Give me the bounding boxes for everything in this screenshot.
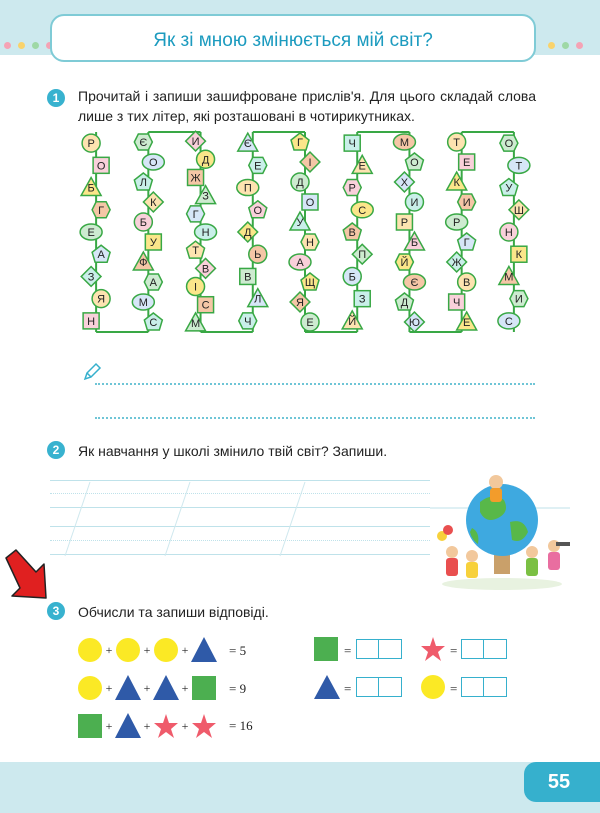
task2-instruction: Як навчання у школі змінило твій світ? Запиши. (78, 443, 388, 459)
puzzle-letter: Р (348, 182, 356, 195)
puzzle-letter: Р (452, 217, 461, 229)
triangle-shape (191, 637, 217, 662)
answer-box-circle-tens[interactable] (461, 677, 485, 697)
circle-shape (78, 676, 102, 700)
puzzle-letter: С (358, 204, 367, 217)
puzzle-letter: Л (254, 293, 262, 306)
puzzle-letter: Й (348, 315, 357, 328)
puzzle-letter: Р (400, 217, 409, 229)
puzzle-letter: Ж (190, 172, 201, 185)
puzzle-letter: А (296, 257, 304, 269)
plus-sign: + (105, 681, 113, 695)
page-title: Як зі мною змінюється мій світ? (153, 30, 433, 51)
puzzle-letter: Ч (244, 315, 252, 328)
puzzle-letter: Ж (451, 257, 462, 269)
answer-circle-shape (420, 674, 446, 700)
plus-sign: + (181, 643, 189, 657)
answer-square-shape (313, 636, 339, 662)
puzzle-letter: Е (254, 160, 262, 173)
puzzle-letter: Г (297, 137, 303, 149)
puzzle-letter: Ч (348, 138, 356, 151)
page-number: 55 (547, 771, 571, 793)
circle-shape (78, 638, 102, 662)
puzzle-letter: Ф (139, 257, 148, 269)
puzzle-letter: Є (243, 138, 252, 151)
answer-box-star-tens[interactable] (461, 639, 485, 659)
puzzle-letter: Б (348, 271, 356, 284)
puzzle-letter: Д (296, 177, 304, 189)
triangle-shape (153, 675, 179, 700)
puzzle-letter: Г (98, 204, 105, 217)
puzzle-letter: Т (515, 160, 523, 173)
answer-box-triangle-ones[interactable] (378, 677, 402, 697)
puzzle-letter: Ш (513, 204, 524, 217)
globe-kids-illustration (432, 472, 572, 597)
puzzle-letter: Т (453, 137, 461, 149)
header-dots-right (548, 36, 590, 44)
answer-triangle-shape (313, 674, 341, 700)
answer-line-1[interactable] (95, 383, 535, 385)
puzzle-letter: С (504, 315, 513, 328)
puzzle-letter: Н (306, 237, 314, 249)
puzzle-letter: Ч (452, 297, 461, 309)
puzzle-letter: У (149, 237, 157, 249)
puzzle-letter: В (244, 271, 252, 284)
plus-sign: + (105, 719, 113, 733)
puzzle-letter: М (399, 137, 410, 149)
puzzle-letter: Ь (254, 249, 262, 262)
answer-box-circle-ones[interactable] (483, 677, 507, 697)
plus-sign: + (143, 643, 151, 657)
puzzle-letter: Е (462, 157, 471, 169)
star-shape (192, 714, 216, 738)
puzzle-letter: З (358, 293, 366, 306)
puzzle-letter: К (150, 197, 157, 209)
puzzle-letter: Р (87, 138, 95, 151)
puzzle-letter: Г (192, 208, 199, 221)
puzzle-letter: Д (400, 297, 409, 309)
answer-star-shape (420, 636, 446, 662)
equation-result-2: = 9 (229, 681, 247, 696)
puzzle-letter: И (410, 197, 419, 209)
puzzle-letter: И (514, 293, 523, 306)
puzzle-letter: Х (400, 177, 409, 189)
puzzle-letter: І (308, 157, 312, 169)
plus-sign: + (143, 719, 151, 733)
puzzle-letter: Й (400, 257, 409, 269)
answer-line-2[interactable] (95, 417, 535, 419)
puzzle-letter: У (296, 217, 304, 229)
puzzle-letter: О (253, 204, 263, 217)
puzzle-letter: У (505, 182, 513, 195)
puzzle-letter: З (202, 190, 209, 203)
answer-box-triangle-tens[interactable] (356, 677, 380, 697)
puzzle-letter: Г (463, 237, 470, 249)
puzzle-letter: О (504, 138, 514, 151)
puzzle-letter: С (201, 299, 210, 312)
puzzle-letter: Н (201, 227, 210, 239)
puzzle-letter: Я (97, 293, 106, 306)
puzzle-letter: А (149, 277, 158, 289)
pencil-icon (82, 362, 102, 382)
puzzle-letter: О (149, 157, 158, 169)
triangle-shape (115, 675, 141, 700)
circle-shape (154, 638, 178, 662)
equation-result-3: = 16 (229, 718, 253, 733)
puzzle-letter: І (194, 281, 198, 294)
puzzle-letter: Е (358, 160, 366, 173)
puzzle-letter: Є (139, 137, 148, 149)
puzzle-letter: С (149, 317, 158, 329)
puzzle-letter: М (138, 297, 148, 309)
puzzle-letter: П (358, 249, 367, 262)
square-shape (78, 714, 102, 738)
puzzle-letter: Б (87, 182, 95, 195)
puzzle-letter: Е (87, 227, 95, 239)
task-number-3: 3 (47, 602, 65, 620)
puzzle-letter: Т (192, 245, 199, 258)
puzzle-letter: Ю (408, 317, 421, 329)
star-shape (154, 714, 178, 738)
puzzle-letter: П (243, 182, 252, 195)
puzzle-letter: К (515, 249, 523, 262)
puzzle-letter: Я (296, 297, 304, 309)
answer-eq-triangle: = (344, 681, 352, 696)
puzzle-letter: М (504, 271, 514, 284)
plus-sign: + (181, 681, 189, 695)
puzzle-letter: Е (306, 317, 314, 329)
task3-instruction: Обчисли та запиши відповіді. (78, 604, 269, 620)
puzzle-letter: Н (504, 227, 513, 239)
puzzle-letter: Е (462, 317, 471, 329)
answer-eq-circle: = (450, 681, 458, 696)
answer-eq-square: = (344, 643, 352, 658)
puzzle-letter: О (305, 197, 315, 209)
puzzle-letter: Л (139, 177, 147, 189)
plus-sign: + (105, 643, 113, 657)
plus-sign: + (181, 719, 189, 733)
puzzle-letter: В (348, 227, 356, 239)
answer-eq-star: = (450, 643, 458, 658)
puzzle-letter: Є (410, 277, 419, 289)
puzzle-letter: М (190, 317, 201, 330)
task1-instruction: Прочитай і запиши зашифроване прислів'я. Для цього складай слова лише з тих літер, які розташовані в чотирикутниках. (78, 88, 536, 124)
puzzle-letter: Д (201, 154, 210, 167)
plus-sign: + (143, 681, 151, 695)
puzzle-letter: О (96, 160, 106, 173)
equation-result-1: = 5 (229, 643, 247, 658)
task-number-1: 1 (47, 89, 65, 107)
answer-box-star-ones[interactable] (483, 639, 507, 659)
puzzle-letter: И (191, 136, 200, 149)
triangle-shape (115, 713, 141, 738)
puzzle-letter: И (462, 197, 471, 209)
puzzle-letter: О (410, 157, 419, 169)
footer-band (0, 762, 600, 813)
puzzle-letter: Д (244, 227, 252, 239)
puzzle-letter: З (87, 271, 95, 284)
puzzle-letter: В (462, 277, 471, 289)
task-number-2: 2 (47, 441, 65, 459)
answer-box-square-ones[interactable] (378, 639, 402, 659)
puzzle-letter: Б (410, 237, 419, 249)
puzzle-letter: Щ (304, 277, 316, 289)
puzzle-letter: А (97, 249, 105, 262)
puzzle-letter: Б (139, 217, 147, 229)
circle-shape (116, 638, 140, 662)
answer-box-square-tens[interactable] (356, 639, 380, 659)
puzzle-letter: Н (87, 315, 96, 328)
puzzle-letter: К (453, 177, 460, 189)
arrow-icon (2, 548, 50, 602)
letter-puzzle (70, 120, 540, 350)
square-shape (192, 676, 216, 700)
puzzle-letter: В (201, 263, 210, 276)
